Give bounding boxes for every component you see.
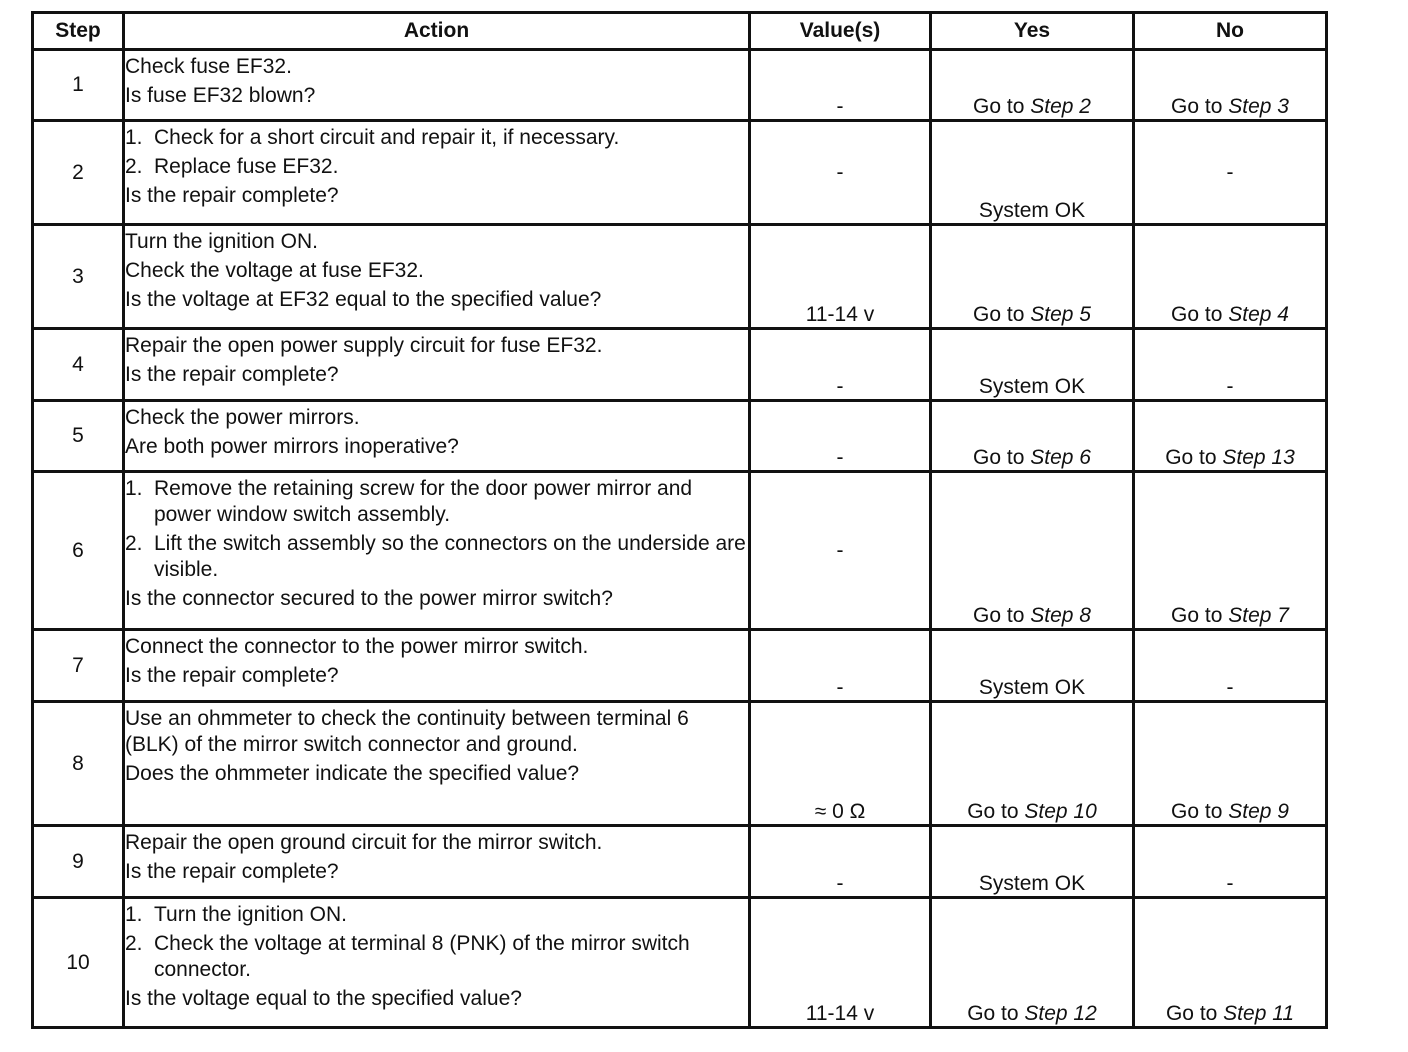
yes-cell: System OK — [931, 121, 1134, 225]
no-prefix: Go to — [1171, 800, 1229, 823]
value-cell: - — [750, 401, 931, 472]
item-text: Replace fuse EF32. — [154, 155, 339, 178]
value-cell: - — [750, 472, 931, 630]
header-row — [33, 13, 1327, 50]
yes-prefix: Go to — [967, 800, 1025, 823]
value-cell: 11-14 v — [750, 898, 931, 1028]
no-cell — [1134, 702, 1327, 826]
step-number: 2 — [33, 121, 124, 225]
step-number: 7 — [33, 630, 124, 702]
action-cell — [124, 630, 750, 702]
action-line: Is the repair complete? — [125, 664, 339, 687]
no-cell — [1134, 472, 1327, 630]
no-cell: - — [1134, 329, 1327, 401]
yes-cell — [931, 225, 1134, 329]
yes-step-ref: Step 5 — [1030, 303, 1091, 326]
action-item — [125, 931, 748, 983]
action-question: Is the voltage equal to the specified value? — [125, 987, 522, 1010]
item-number: 1. — [125, 903, 143, 926]
step-number: 3 — [33, 225, 124, 329]
step-number: 4 — [33, 329, 124, 401]
item-number: 1. — [125, 477, 143, 500]
item-number: 2. — [125, 932, 143, 955]
action-cell — [124, 225, 750, 329]
item-text: Remove the retaining screw for the door power mirror and power window switch assembly. — [154, 477, 693, 526]
yes-prefix: Go to — [973, 303, 1031, 326]
no-prefix: Go to — [1171, 303, 1229, 326]
item-text: Check the voltage at terminal 8 (PNK) of the mirror switch connector. — [154, 932, 690, 981]
action-cell — [124, 472, 750, 630]
action-line: Is fuse EF32 blown? — [125, 84, 316, 107]
yes-cell — [931, 50, 1134, 121]
item-number: 2. — [125, 532, 143, 555]
value-cell: - — [750, 826, 931, 898]
action-line: Repair the open ground circuit for the mirror switch. — [125, 831, 603, 854]
value-cell: - — [750, 630, 931, 702]
action-item — [125, 531, 748, 583]
no-step-ref: Step 11 — [1223, 1002, 1295, 1025]
header-action: Action — [124, 13, 750, 50]
step-number: 8 — [33, 702, 124, 826]
step-number: 5 — [33, 401, 124, 472]
value-cell: - — [750, 50, 931, 121]
item-text: Lift the switch assembly so the connectors on the underside are visible. — [154, 532, 746, 581]
action-cell — [124, 121, 750, 225]
action-line: Is the voltage at EF32 equal to the specified value? — [125, 288, 602, 311]
item-text: Turn the ignition ON. — [154, 903, 347, 926]
yes-prefix: Go to — [973, 604, 1031, 627]
no-prefix: Go to — [1165, 446, 1223, 469]
yes-step-ref: Step 2 — [1030, 95, 1091, 118]
yes-step-ref: Step 10 — [1024, 800, 1097, 823]
yes-cell — [931, 898, 1134, 1028]
action-cell — [124, 50, 750, 121]
yes-cell — [931, 702, 1134, 826]
action-item — [125, 902, 748, 928]
table-row — [33, 329, 1327, 401]
action-paragraph: Use an ohmmeter to check the continuity between terminal 6 (BLK) of the mirror switch connector and ground. — [125, 707, 689, 756]
yes-step-ref: Step 12 — [1024, 1002, 1097, 1025]
value-cell: 11-14 v — [750, 225, 931, 329]
header-no: No — [1134, 13, 1327, 50]
table-row — [33, 401, 1327, 472]
no-prefix: Go to — [1171, 604, 1229, 627]
no-cell: - — [1134, 121, 1327, 225]
action-cell — [124, 898, 750, 1028]
no-prefix: Go to — [1171, 95, 1229, 118]
header-step: Step — [33, 13, 124, 50]
value-cell: ≈ 0 Ω — [750, 702, 931, 826]
table-row — [33, 472, 1327, 630]
no-step-ref: Step 4 — [1228, 303, 1289, 326]
no-step-ref: Step 13 — [1222, 446, 1295, 469]
action-cell — [124, 401, 750, 472]
step-number: 10 — [33, 898, 124, 1028]
table-row — [33, 630, 1327, 702]
action-question: Is the repair complete? — [125, 184, 339, 207]
value-cell: - — [750, 121, 931, 225]
no-step-ref: Step 7 — [1228, 604, 1289, 627]
action-line: Turn the ignition ON. — [125, 230, 318, 253]
action-line: Is the repair complete? — [125, 860, 339, 883]
action-cell — [124, 702, 750, 826]
action-item — [125, 154, 748, 180]
no-cell — [1134, 898, 1327, 1028]
yes-cell: System OK — [931, 826, 1134, 898]
no-step-ref: Step 9 — [1228, 800, 1289, 823]
table-row — [33, 702, 1327, 826]
no-cell — [1134, 401, 1327, 472]
yes-cell — [931, 401, 1134, 472]
yes-prefix: Go to — [967, 1002, 1025, 1025]
action-line: Repair the open power supply circuit for fuse EF32. — [125, 334, 603, 357]
yes-prefix: Go to — [973, 95, 1031, 118]
action-line: Are both power mirrors inoperative? — [125, 435, 459, 458]
yes-cell: System OK — [931, 329, 1134, 401]
action-line: Check the power mirrors. — [125, 406, 360, 429]
step-number: 9 — [33, 826, 124, 898]
yes-step-ref: Step 6 — [1030, 446, 1091, 469]
action-item — [125, 125, 748, 151]
value-cell: - — [750, 329, 931, 401]
item-number: 1. — [125, 126, 143, 149]
step-number: 1 — [33, 50, 124, 121]
no-cell — [1134, 50, 1327, 121]
header-yes: Yes — [931, 13, 1134, 50]
yes-cell: System OK — [931, 630, 1134, 702]
action-item — [125, 476, 748, 528]
table-row — [33, 225, 1327, 329]
table-row — [33, 898, 1327, 1028]
action-question: Is the connector secured to the power mirror switch? — [125, 587, 613, 610]
action-line: Connect the connector to the power mirror switch. — [125, 635, 589, 658]
item-number: 2. — [125, 155, 143, 178]
action-cell — [124, 826, 750, 898]
item-text: Check for a short circuit and repair it, if necessary. — [154, 126, 620, 149]
no-cell — [1134, 225, 1327, 329]
action-line: Check the voltage at fuse EF32. — [125, 259, 424, 282]
no-cell: - — [1134, 826, 1327, 898]
table-row — [33, 121, 1327, 225]
header-values: Value(s) — [750, 13, 931, 50]
table-row — [33, 50, 1327, 121]
yes-step-ref: Step 8 — [1030, 604, 1091, 627]
yes-prefix: Go to — [973, 446, 1031, 469]
step-number: 6 — [33, 472, 124, 630]
no-cell: - — [1134, 630, 1327, 702]
no-step-ref: Step 3 — [1228, 95, 1289, 118]
action-line: Is the repair complete? — [125, 363, 339, 386]
yes-cell — [931, 472, 1134, 630]
no-prefix: Go to — [1165, 1002, 1224, 1025]
action-cell — [124, 329, 750, 401]
diagnostic-table — [31, 11, 1328, 1029]
action-question: Does the ohmmeter indicate the specified value? — [125, 762, 580, 785]
table-row — [33, 826, 1327, 898]
action-line: Check fuse EF32. — [125, 55, 292, 78]
